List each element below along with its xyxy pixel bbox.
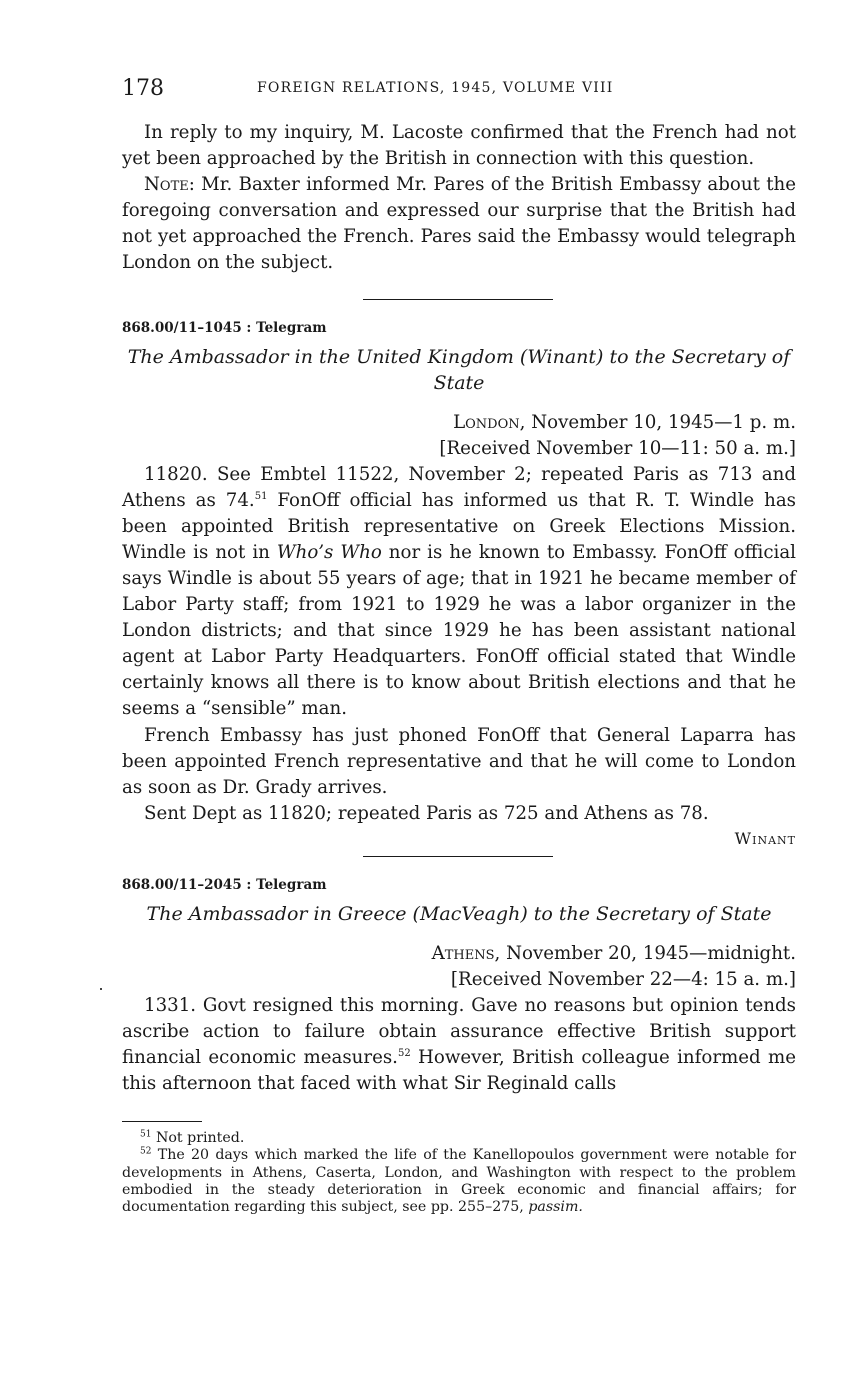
text-segment: nor is he known to Embassy. FonOff official says Windle is about 55 years of age; that in 1921 he became member of Labor Party staff; from 1921 to 1929 he was a labor organizer in the London districts; and that since 1929 he has been assistant national agent at Labor Party Headquarters. FonOff official stated that Windle certainly knows all there is to know about British elections and that he seems a “sensible” man. [122,541,796,720]
running-head: FOREIGN RELATIONS, 1945, VOLUME VIII [257,80,614,96]
italic-title: Who’s Who [276,541,382,563]
paragraph-lacoste: In reply to my inquiry, M. Lacoste confirmed that the French had not yet been approached by the British in connection with this question. [122,122,796,170]
footnote-text: The 20 days which marked the life of the Kanellopoulos government were notable for developments in Athens, Caserta, London, and Washington with respect to the problem embodied in the steady deterioration in Greek economic and financial affairs; for documentation regarding this subject, see pp. 255–275, [122,1147,796,1216]
stray-mark [100,988,102,990]
received-line: [Received November 10—11: 50 a. m.] [439,437,796,459]
file-reference: 868.00/11–2045 : Telegram [122,876,327,893]
section-divider [363,856,553,857]
section-divider [363,299,553,300]
dateline-place: London [453,411,520,433]
note-label: Note [144,174,189,196]
footnote-51 [122,1130,796,1147]
text-segment: However, British colleague informed me this afternoon that faced with what Sir Reginald calls [122,1047,796,1095]
text-segment: FonOff official has informed us that R. T. Windle has been appointed British representative on Greek Elections Mission. Windle is not in [122,489,797,563]
paragraph-note [122,172,796,276]
note-text: : Mr. Baxter informed Mr. Pares of the British Embassy about the foregoing conversation and expressed our surprise that the British had not yet approached the French. Pares said the Embassy would telegraph London on the subject. [122,174,796,274]
footnote-number: 52 [140,1146,152,1157]
footnote-divider [122,1121,202,1122]
received-line: [Received November 22—4: 15 a. m.] [450,968,796,990]
text-segment: 1331. Govt resigned this morning. Gave no reasons but opinion tends ascribe action to failure obtain assurance effective British support financial economic measures. [122,994,796,1069]
page-header [122,70,796,106]
footnote-marker: 52 [397,1048,411,1059]
footnote-52 [122,1147,796,1216]
text-segment: 11820. See Embtel 11522, November 2; repeated Paris as 713 and Athens as 74. [122,463,796,511]
page-number: 178 [122,76,164,101]
paragraph-french-embassy: French Embassy has just phoned FonOff that General Laparra has been appointed French representative and that he will come to London as soon as Dr. Grady arrives. [122,724,796,798]
document-title: The Ambassador in the United Kingdom (Winant) to the Secretary of State [127,345,791,394]
footnote-number: 51 [140,1129,152,1140]
footnote-marker: 51 [254,490,268,502]
dateline [122,410,796,436]
paragraph-telegram-1331 [122,993,796,1097]
signature: Winant [734,828,796,848]
paragraph-telegram-11820 [122,462,796,723]
dateline-date: , November 20, 1945—midnight. [494,942,796,964]
footnote-italic: passim. [528,1199,583,1216]
footnote-text: Not printed. [151,1130,245,1147]
paragraph-sent-dept: Sent Dept as 11820; repeated Paris as 725 and Athens as 78. [144,802,709,824]
dateline-date: , November 10, 1945—1 p. m. [519,411,796,433]
dateline-place: Athens [431,942,495,964]
file-reference: 868.00/11–1045 : Telegram [122,319,327,336]
dateline [122,941,796,967]
document-title: The Ambassador in Greece (MacVeagh) to the Secretary of State [146,902,772,925]
